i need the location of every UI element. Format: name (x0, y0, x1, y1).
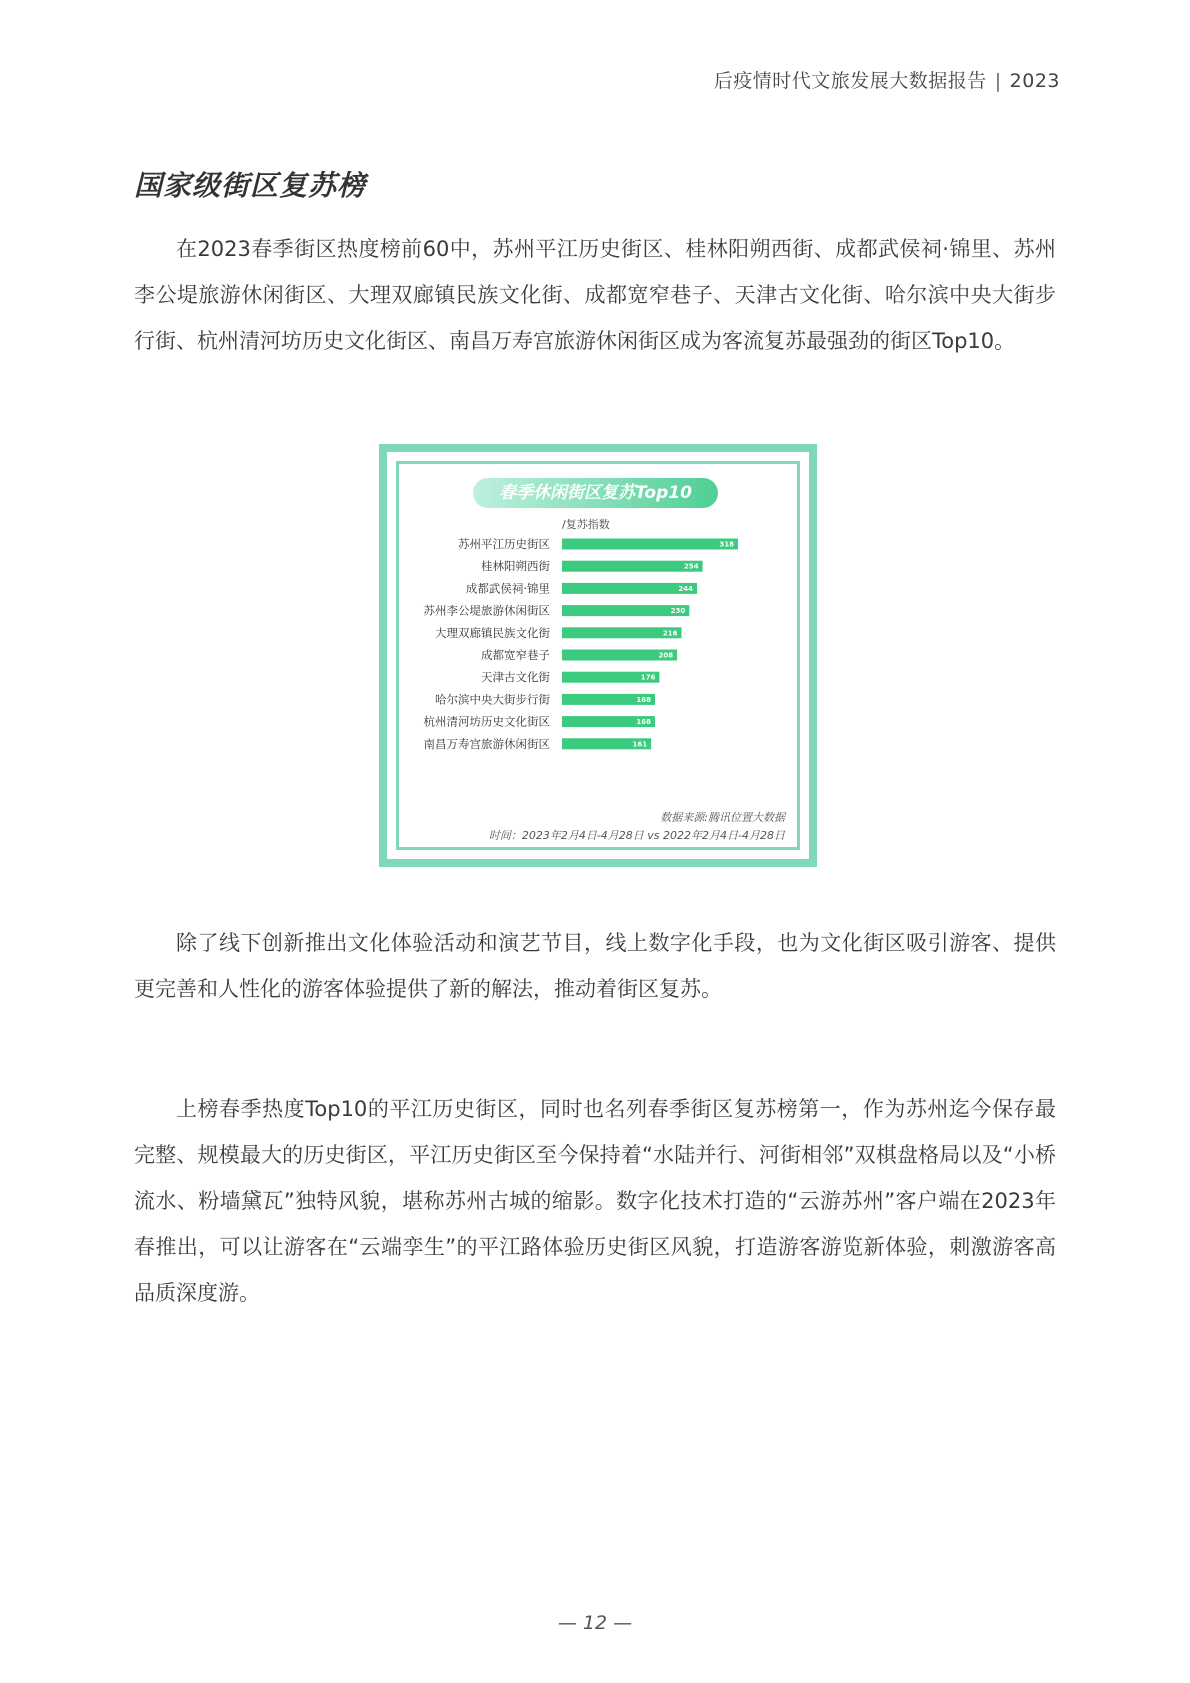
bar-value-label: 230 (670, 607, 686, 616)
bar-value-label: 161 (632, 740, 648, 749)
section-title: 国家级街区复苏榜 (134, 169, 367, 202)
page-number: — 12 — (557, 1612, 633, 1634)
bar-value-label: 168 (636, 695, 651, 704)
header-separator: | (994, 70, 1002, 92)
category-label: 成都宽窄巷子 (481, 648, 550, 662)
bar-value-label: 318 (719, 540, 734, 549)
chart-figure (379, 444, 817, 867)
bar-value-label: 168 (636, 718, 651, 727)
category-label: 杭州清河坊历史文化街区 (423, 714, 550, 729)
category-label: 天津古文化街 (481, 670, 550, 685)
chart-figure-inner (387, 452, 809, 859)
category-label: 苏州平江历史街区 (458, 537, 550, 551)
category-label: 大理双廊镇民族文化街 (435, 625, 550, 640)
category-label: 哈尔滨中央大街步行街 (435, 692, 550, 707)
chart-ylabel: /复苏指数 (562, 518, 610, 531)
chart-source: 数据来源:腾讯位置大数据 (660, 811, 785, 824)
bar-value-label: 208 (658, 651, 674, 660)
bar-value-label: 176 (640, 673, 656, 682)
bar-value-label: 244 (678, 584, 694, 593)
paragraph-digital: 除了线下创新推出文化体验活动和演艺节目，线上数字化手段，也为文化街区吸引游客、提供更完善和人性化的游客体验提供了新的解法，推动着街区复苏。 (134, 931, 1056, 1001)
category-label: 桂林阳朔西街 (481, 559, 550, 574)
page-header (714, 66, 1060, 93)
chart-time-range: 时间：2023年2月4日-4月28日 vs 2022年2月4日-4月28日 (488, 829, 785, 842)
bar (562, 583, 697, 594)
bar-value-label: 254 (683, 562, 699, 571)
chart-panel (396, 461, 800, 850)
bar (562, 561, 703, 572)
paragraph-pingjiang: 上榜春季热度Top10的平江历史街区，同时也名列春季街区复苏榜第一，作为苏州迄今保存最完整、规模最大的历史街区，平江历史街区至今保持着“水陆并行、河街相邻”双棋盘格局以及“小桥流水、粉墙黛瓦”独特风貌，堪称苏州古城的缩影。数字化技术打造的“云游苏州”客户端在2023年春推出，可以让游客在“云端孪生”的平江路体验历史街区风貌，打造游客游览新体验，刺激游客高品质深度游。 (134, 1097, 1056, 1305)
bar-chart (399, 464, 795, 844)
category-label: 苏州李公堤旅游休闲街区 (423, 603, 550, 618)
bar (562, 539, 738, 550)
report-title: 后疫情时代文旅发展大数据报告 (713, 70, 987, 92)
category-label: 南昌万寿宫旅游休闲街区 (423, 736, 550, 751)
report-year: 2023 (1009, 70, 1060, 92)
bar-value-label: 216 (662, 629, 678, 638)
chart-title: 春季休闲街区复苏Top10 (473, 478, 718, 508)
paragraph-intro: 在2023春季街区热度榜前60中，苏州平江历史街区、桂林阳朔西街、成都武侯祠·锦里、苏州李公堤旅游休闲街区、大理双廊镇民族文化街、成都宽窄巷子、天津古文化街、哈尔滨中央大街步行街、杭州清河坊历史文化街区、南昌万寿宫旅游休闲街区成为客流复苏最强劲的街区Top10。 (134, 237, 1056, 353)
category-label: 成都武侯祠·锦里 (465, 581, 550, 596)
